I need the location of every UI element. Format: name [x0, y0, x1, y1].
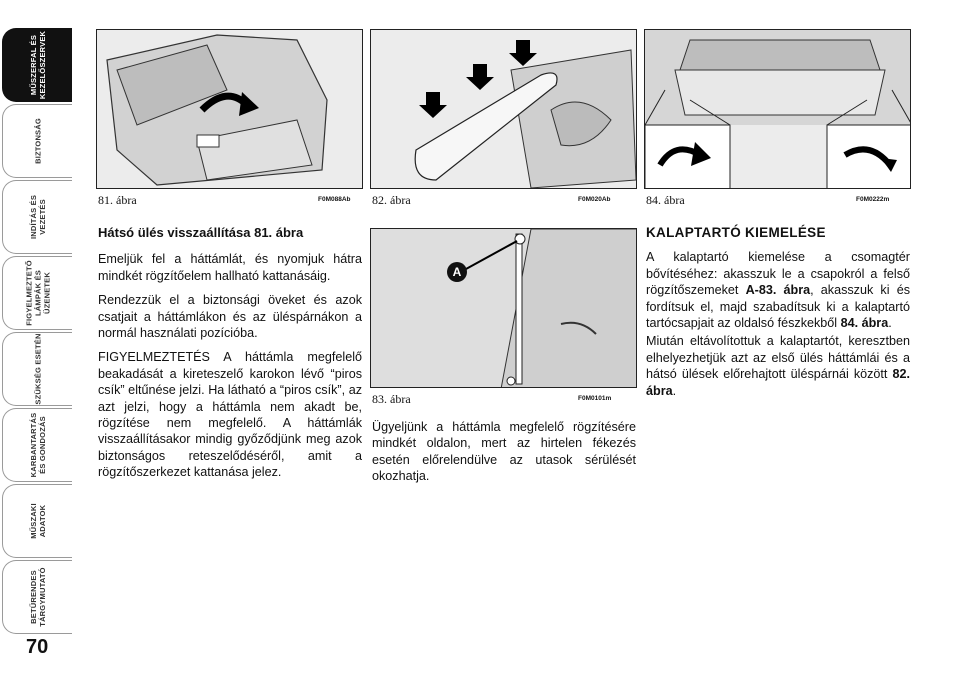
figure-reference: A-83. ábra	[745, 283, 811, 298]
figure-82-image	[370, 29, 637, 189]
paragraph	[646, 333, 910, 399]
tab-emergency[interactable]	[2, 332, 72, 406]
tab-label: KARBANTARTÁS ÉS GONDOZÁS	[28, 412, 47, 478]
text-run: , akasszuk ki és fordítsuk el, majd szabadítsuk ki a kalaptartó tartócsapjait az oldalsó fészkekből	[646, 283, 910, 331]
tab-label: INDÍTÁS ÉS VEZETÉS	[28, 194, 47, 240]
tab-index[interactable]	[2, 560, 72, 634]
tab-label: MŰSZERFAL ÉS KEZELŐSZERVEK	[28, 30, 47, 100]
tab-label: MŰSZAKI ADATOK	[28, 503, 47, 539]
column-2-text	[372, 419, 636, 493]
paragraph: Emeljük fel a háttámlát, és nyomjuk hátra mindkét rögzítőelem hallható kattanásáig.	[98, 252, 362, 283]
tab-safety[interactable]	[2, 104, 72, 178]
page-number: 70	[26, 636, 49, 658]
figure-81-code: F0M088Ab	[318, 196, 351, 203]
tab-starting-driving[interactable]	[2, 180, 72, 254]
section-heading-rear-seat: Hátsó ülés visszaállítása 81. ábra	[98, 225, 304, 240]
figure-reference: 82. ábra	[646, 367, 910, 398]
tab-instruments[interactable]	[2, 28, 72, 102]
figure-84-caption: 84. ábra	[646, 193, 685, 207]
text-run: Miután eltávolítottuk a kalaptartót, keresztben elhelyezhetjük azt az első ülés háttámlái és a hátsó ülések előrehajtott üléspárnái között	[646, 334, 910, 382]
figure-82-code: F0M020Ab	[578, 196, 611, 203]
column-1-text	[98, 225, 362, 489]
figure-83-code: F0M0101m	[578, 395, 612, 402]
paragraph: Rendezzük el a biztonsági öveket és azok csatjait a háttámlákon és az üléspárnákon a normál használati pozícióba.	[98, 293, 362, 341]
tab-maintenance[interactable]	[2, 408, 72, 482]
marker-a-label: A	[447, 262, 467, 282]
text-run: .	[888, 316, 892, 331]
paragraph	[646, 249, 910, 331]
tab-label: BETŰRENDES TÁRGYMUTATÓ	[28, 567, 47, 627]
tab-label: BIZTONSÁG	[33, 118, 42, 164]
figure-82-caption: 82. ábra	[372, 193, 411, 207]
figure-84-code: F0M0222m	[856, 196, 890, 203]
figure-83-caption: 83. ábra	[372, 392, 411, 406]
figure-81-image	[96, 29, 363, 189]
figure-81-caption: 81. ábra	[98, 193, 137, 207]
text-run: .	[672, 383, 677, 398]
tab-warning-lights[interactable]	[2, 256, 72, 330]
figure-reference: 84. ábra	[840, 316, 889, 331]
paragraph: Ügyeljünk a háttámla megfelelő rögzítésére mindkét oldalon, mert az hirtelen fékezés esetén előrelendülve az utasok sérülését okozhatja.	[372, 420, 636, 484]
text-run: A kalaptartó kiemelése a csomagtér bővítéséhez: akasszuk le a csapokról a felső rögzítőszemeket	[646, 250, 910, 298]
tab-label: FIGYELMEZTETŐ LÁMPÁK ÉS ÜZENETEK	[24, 260, 51, 326]
section-heading-parcel-shelf: KALAPTARTÓ KIEMELÉSE	[646, 225, 826, 240]
tab-label: SZÜKSÉG ESETÉN	[33, 333, 42, 405]
figure-84-image	[644, 29, 911, 189]
column-3-text	[646, 225, 910, 407]
warning-paragraph: FIGYELMEZTETÉS A háttámla megfelelő beakadását a kireteszelő karokon lévő “piros csík” eltűnése jelzi. Ha látható a “piros csík”, az azt jelzi, hogy a háttámla nem akadt be, rögzítése nem megfelelő. A háttámlák visszaállításakor mindig győződjünk meg azok biztonságos reteszelődéséről, amit a rögzítőszerkezet kattanása jelez.	[98, 350, 362, 480]
tab-technical-data[interactable]	[2, 484, 72, 558]
figure-83-image	[370, 228, 637, 388]
